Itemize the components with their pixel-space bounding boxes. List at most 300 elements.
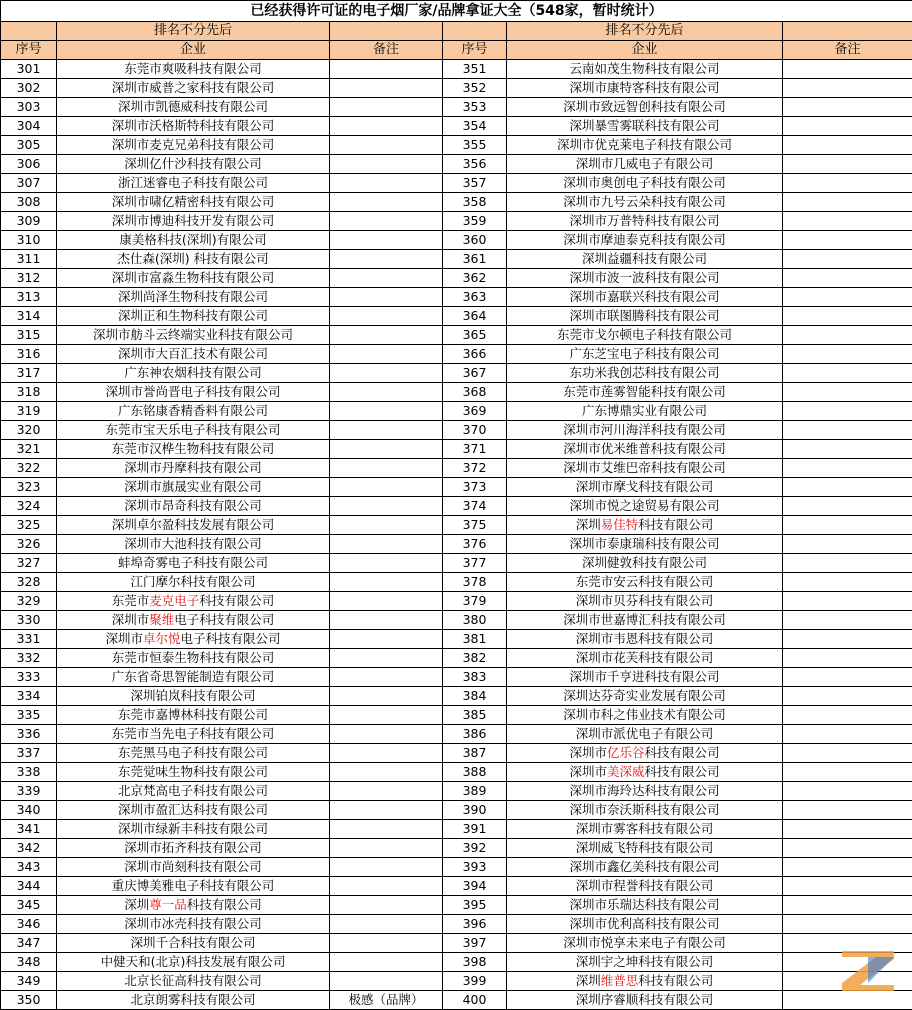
row-number-right: 385 [443,706,507,725]
company-text: 东莞市 [112,593,150,608]
company-text: 深圳市致远智创科技有限公司 [563,99,726,114]
company-name-right [507,896,783,915]
table-row [1,744,912,763]
row-number-right: 393 [443,858,507,877]
remark-left [330,820,443,839]
remark-right [783,630,912,649]
company-name-left [57,915,330,934]
row-number-right: 361 [443,250,507,269]
company-name-right [507,364,783,383]
table-row [1,516,912,535]
company-text: 深圳宇之坤科技有限公司 [576,954,714,969]
remark-left [330,858,443,877]
row-number-right: 378 [443,573,507,592]
company-text: 深圳市乐瑞达科技有限公司 [569,897,719,912]
company-name-left [57,592,330,611]
company-name-right [507,79,783,98]
row-number-right: 354 [443,117,507,136]
table-row [1,79,912,98]
remark-left [330,136,443,155]
company-name-left [57,459,330,478]
table-row [1,421,912,440]
row-number-left: 335 [1,706,57,725]
company-name-right [507,649,783,668]
table-row [1,383,912,402]
company-text: 深圳暴雪雾联科技有限公司 [569,118,719,133]
company-name-right [507,668,783,687]
company-name-right [507,497,783,516]
page-title: 已经获得许可证的电子烟厂家/品牌拿证大全（548家，暂时统计） [1,1,912,22]
company-name-left [57,79,330,98]
company-text: 东莞市当先电子科技有限公司 [112,726,275,741]
remark-right [783,782,912,801]
company-text: 深圳市世嘉博汇科技有限公司 [563,612,726,627]
company-text: 深圳市尚刻科技有限公司 [124,859,262,874]
remark-left [330,706,443,725]
company-text: 科技有限公司 [645,745,720,760]
company-name-left [57,478,330,497]
row-number-right: 362 [443,269,507,288]
table-row [1,326,912,345]
company-name-left [57,934,330,953]
company-name-right [507,953,783,972]
row-number-right: 376 [443,535,507,554]
table-row [1,307,912,326]
company-name-left [57,801,330,820]
row-number-right: 353 [443,98,507,117]
company-text: 浙江迷睿电子科技有限公司 [118,175,268,190]
row-number-right: 359 [443,212,507,231]
remark-left [330,744,443,763]
company-text: 深圳市河川海洋科技有限公司 [563,422,726,437]
remark-left [330,60,443,79]
row-number-right: 357 [443,174,507,193]
row-number-right: 377 [443,554,507,573]
row-number-left: 326 [1,535,57,554]
row-number-left: 314 [1,307,57,326]
remark-right [783,839,912,858]
table-row [1,155,912,174]
row-number-right: 397 [443,934,507,953]
remark-left [330,193,443,212]
company-name-left [57,706,330,725]
company-name-left [57,136,330,155]
row-number-right: 370 [443,421,507,440]
remark-right [783,193,912,212]
row-number-left: 322 [1,459,57,478]
company-text: 深圳市 [569,764,607,779]
remark-left [330,231,443,250]
table-row [1,402,912,421]
remark-right [783,383,912,402]
row-number-right: 391 [443,820,507,839]
company-name-left [57,250,330,269]
remark-left [330,497,443,516]
company-text: 深圳市凯德威科技有限公司 [118,99,268,114]
row-number-left: 339 [1,782,57,801]
row-number-right: 394 [443,877,507,896]
company-name-left [57,725,330,744]
remark-left [330,269,443,288]
company-text: 广东博鼎实业有限公司 [582,403,707,418]
company-text: 深圳正和生物科技有限公司 [118,308,268,323]
table-row [1,839,912,858]
remark-left [330,554,443,573]
table-row [1,592,912,611]
remark-right [783,155,912,174]
company-text: 江门摩尔科技有限公司 [130,574,255,589]
company-text: 深圳 [576,973,601,988]
company-text: 中健天和(北京)科技发展有限公司 [101,954,286,969]
company-name-right [507,801,783,820]
company-text: 深圳市沃格斯特科技有限公司 [112,118,275,133]
remark-right [783,440,912,459]
company-text: 东莞市莲雾智能科技有限公司 [563,384,726,399]
col-no-left: 序号 [1,41,57,60]
row-number-right: 363 [443,288,507,307]
remark-left [330,573,443,592]
col-remark-right: 备注 [783,41,912,60]
company-name-left [57,60,330,79]
table-row [1,573,912,592]
company-text: 科技有限公司 [645,764,720,779]
company-text: 深圳市 [105,631,143,646]
row-number-left: 340 [1,801,57,820]
company-name-left [57,269,330,288]
company-name-left [57,117,330,136]
company-text: 广东铭康香精香料有限公司 [118,403,268,418]
company-text: 深圳市波一波科技有限公司 [569,270,719,285]
remark-right [783,174,912,193]
header-blank-right [443,22,507,41]
remark-right [783,820,912,839]
table-row [1,668,912,687]
row-number-left: 320 [1,421,57,440]
row-number-right: 356 [443,155,507,174]
company-text: 深圳达芬奇实业发展有限公司 [563,688,726,703]
row-number-right: 379 [443,592,507,611]
remark-right [783,307,912,326]
remark-right [783,725,912,744]
company-text: 深圳市优米维普科技有限公司 [563,441,726,456]
table-row [1,193,912,212]
row-number-left: 333 [1,668,57,687]
company-text: 深圳市摩迪泰克科技有限公司 [563,232,726,247]
company-text: 深圳益疆科技有限公司 [582,251,707,266]
company-name-left [57,155,330,174]
table-row [1,60,912,79]
remark-right [783,858,912,877]
table-row [1,782,912,801]
row-number-left: 349 [1,972,57,991]
row-number-right: 400 [443,991,507,1010]
company-text: 深圳市悦之途贸易有限公司 [569,498,719,513]
company-name-left [57,193,330,212]
row-number-right: 374 [443,497,507,516]
company-text: 深圳市韦恩科技有限公司 [576,631,714,646]
col-remark-left: 备注 [330,41,443,60]
company-text: 电子科技有限公司 [181,631,281,646]
company-text: 重庆博美雅电子科技有限公司 [112,878,275,893]
company-text: 东莞市爽吸科技有限公司 [124,61,262,76]
row-number-right: 366 [443,345,507,364]
header-blank-left [1,22,57,41]
company-text: 深圳市贝芬科技有限公司 [576,593,714,608]
remark-left [330,345,443,364]
company-text: 深圳市花芙科技有限公司 [576,650,714,665]
company-text: 深圳序睿顺科技有限公司 [576,992,714,1007]
remark-right [783,269,912,288]
table-row [1,706,912,725]
company-name-right [507,706,783,725]
table-row [1,136,912,155]
row-number-left: 318 [1,383,57,402]
company-name-left [57,972,330,991]
remark-left [330,592,443,611]
col-company-right: 企业 [507,41,783,60]
company-name-right [507,326,783,345]
company-text: 北京长征高科技有限公司 [124,973,262,988]
company-text: 深圳市奈沃斯科技有限公司 [569,802,719,817]
company-name-left [57,345,330,364]
row-number-right: 388 [443,763,507,782]
remark-left [330,953,443,972]
company-text: 北京朗雾科技有限公司 [130,992,255,1007]
remark-right [783,136,912,155]
remark-left [330,478,443,497]
row-number-left: 308 [1,193,57,212]
table-row [1,896,912,915]
row-number-left: 337 [1,744,57,763]
company-name-right [507,383,783,402]
company-text: 深圳健敦科技有限公司 [582,555,707,570]
company-text: 深圳市联图腾科技有限公司 [569,308,719,323]
remark-right [783,706,912,725]
company-name-right [507,763,783,782]
row-number-right: 383 [443,668,507,687]
table-row [1,953,912,972]
col-company-left: 企业 [57,41,330,60]
company-text: 东莞黑马电子科技有限公司 [118,745,268,760]
remark-right [783,649,912,668]
row-number-left: 342 [1,839,57,858]
company-name-left [57,744,330,763]
company-text: 东莞市戈尔顿电子科技有限公司 [557,327,732,342]
row-number-right: 396 [443,915,507,934]
row-number-right: 398 [443,953,507,972]
company-text: 深圳市摩戈科技有限公司 [576,479,714,494]
row-number-left: 334 [1,687,57,706]
company-text: 深圳市大百汇技术有限公司 [118,346,268,361]
company-name-left [57,402,330,421]
row-number-left: 331 [1,630,57,649]
company-name-right [507,839,783,858]
table-row [1,915,912,934]
row-number-right: 360 [443,231,507,250]
table-row [1,440,912,459]
company-name-right [507,554,783,573]
remark-left [330,440,443,459]
company-text: 深圳市艾维巴帝科技有限公司 [563,460,726,475]
remark-left [330,383,443,402]
table-row [1,554,912,573]
company-text: 深圳市雾客科技有限公司 [576,821,714,836]
company-name-right [507,516,783,535]
company-text: 深圳市海玲达科技有限公司 [569,783,719,798]
company-name-left [57,630,330,649]
company-name-left [57,174,330,193]
remark-left [330,250,443,269]
remark-right [783,592,912,611]
company-text: 深圳 [124,897,149,912]
company-text: 东莞市宝天乐电子科技有限公司 [105,422,280,437]
remark-left [330,459,443,478]
company-name-right [507,174,783,193]
row-number-left: 316 [1,345,57,364]
remark-left [330,877,443,896]
row-number-right: 380 [443,611,507,630]
company-text: 深圳千合科技有限公司 [130,935,255,950]
remark-right [783,744,912,763]
company-text: 康美格科技(深圳)有限公司 [119,232,266,247]
remark-left [330,801,443,820]
row-number-left: 329 [1,592,57,611]
company-name-left [57,231,330,250]
table-row [1,174,912,193]
company-name-right [507,117,783,136]
company-name-left [57,554,330,573]
company-text: 深圳市誉尚晋电子科技有限公司 [105,384,280,399]
row-number-right: 381 [443,630,507,649]
row-number-right: 395 [443,896,507,915]
company-name-left [57,535,330,554]
remark-left [330,839,443,858]
company-text: 深圳市 [112,612,150,627]
remark-right [783,687,912,706]
company-name-left [57,877,330,896]
table-row [1,725,912,744]
row-number-right: 382 [443,649,507,668]
row-number-right: 375 [443,516,507,535]
company-text: 科技有限公司 [199,593,274,608]
remark-right [783,459,912,478]
remark-right [783,573,912,592]
remark-left [330,212,443,231]
company-name-right [507,155,783,174]
company-name-left [57,98,330,117]
company-name-left [57,953,330,972]
row-number-left: 304 [1,117,57,136]
company-text: 科技有限公司 [187,897,262,912]
row-number-left: 315 [1,326,57,345]
remark-right [783,98,912,117]
row-number-right: 387 [443,744,507,763]
row-number-right: 371 [443,440,507,459]
remark-right [783,611,912,630]
company-text: 深圳市大池科技有限公司 [124,536,262,551]
company-name-right [507,402,783,421]
remark-left [330,402,443,421]
company-name-right [507,535,783,554]
row-number-left: 346 [1,915,57,934]
remark-left [330,915,443,934]
table-row [1,345,912,364]
company-name-right [507,421,783,440]
row-number-right: 369 [443,402,507,421]
remark-left [330,326,443,345]
remark-left [330,307,443,326]
table-row [1,478,912,497]
company-text: 深圳市富淼生物科技有限公司 [112,270,275,285]
company-name-right [507,934,783,953]
company-text: 东功米我创芯科技有限公司 [569,365,719,380]
remark-right [783,668,912,687]
remark-right [783,212,912,231]
company-text: 深圳市 [569,745,607,760]
company-name-right [507,972,783,991]
company-text: 深圳市啸亿精密科技有限公司 [112,194,275,209]
remark-left [330,516,443,535]
table-row [1,117,912,136]
table-row [1,687,912,706]
remark-left [330,98,443,117]
company-name-right [507,98,783,117]
table-row [1,877,912,896]
company-name-left [57,364,330,383]
company-name-right [507,478,783,497]
remark-left [330,155,443,174]
remark-right [783,516,912,535]
company-text: 科技有限公司 [638,973,713,988]
row-number-left: 306 [1,155,57,174]
watermark-logo [834,943,902,995]
remark-right [783,117,912,136]
company-text: 深圳市优利高科技有限公司 [569,916,719,931]
table-row [1,972,912,991]
company-name-left [57,763,330,782]
brand-highlight: 易佳特 [601,517,639,532]
remark-left [330,896,443,915]
row-number-left: 313 [1,288,57,307]
remark-right [783,763,912,782]
table-row [1,820,912,839]
table-row [1,288,912,307]
table-row [1,535,912,554]
company-name-left [57,212,330,231]
company-text: 深圳市奥创电子科技有限公司 [563,175,726,190]
remark-left [330,535,443,554]
row-number-left: 302 [1,79,57,98]
company-name-left [57,326,330,345]
company-text: 东莞市安云科技有限公司 [576,574,714,589]
brand-highlight: 尊一品 [149,897,187,912]
remark-right [783,421,912,440]
remark-left [330,117,443,136]
row-number-right: 367 [443,364,507,383]
company-text: 深圳市泰康瑞科技有限公司 [569,536,719,551]
remark-left [330,611,443,630]
company-name-left [57,687,330,706]
remark-right [783,535,912,554]
remark-left [330,630,443,649]
company-text: 东莞觉味生物科技有限公司 [118,764,268,779]
company-name-right [507,573,783,592]
table-row [1,231,912,250]
company-name-right [507,231,783,250]
company-name-right [507,345,783,364]
table-row [1,364,912,383]
row-number-right: 372 [443,459,507,478]
